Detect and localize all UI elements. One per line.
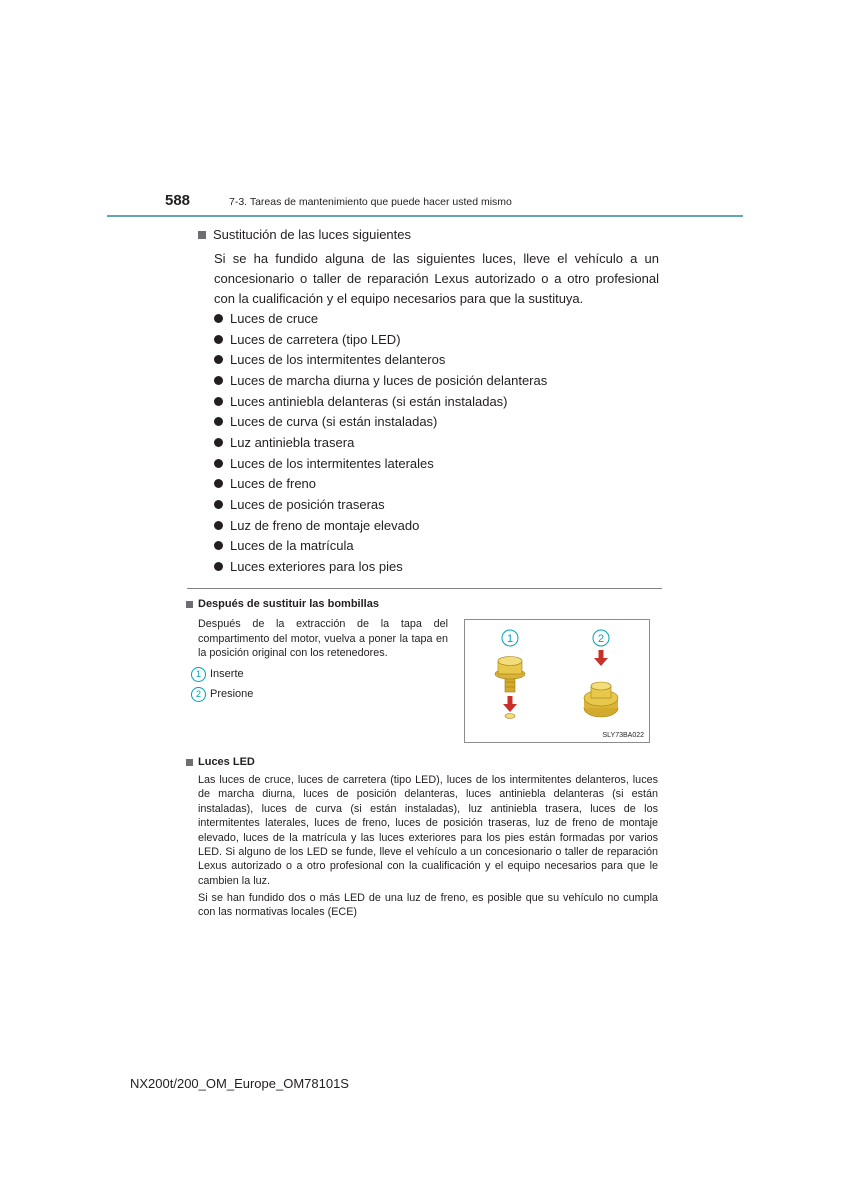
list-item: Luces de la matrícula [214,536,547,557]
bullet-icon [214,521,223,530]
square-bullet-icon [186,601,193,608]
replacement-heading-text: Sustitución de las luces siguientes [213,227,412,242]
bullet-icon [214,376,223,385]
step-press [191,684,253,704]
clip-insert-icon [495,657,525,693]
list-item: Luces antiniebla delanteras (si están instaladas) [214,391,547,412]
step-label: Presione [210,688,254,700]
bullet-icon [214,417,223,426]
led-heading [186,756,255,768]
led-paragraph-1: Las luces de cruce, luces de carretera (tipo LED), luces de los intermitentes delanteros, luces de marcha diurna, luces de posición delanteras, luces antiniebla delanteras (si están instaladas), luces de curva (si están instaladas), luz antiniebla trasera, luces de los intermitentes laterales, luces de freno, luces de posición traseras, luz de freno de montaje elevado, luces de la matrícula y las luces exteriores para los pies están formadas por varios LED. Si alguno de los LED se funde, lleve el vehículo a un concesionario o taller de reparación Lexus autorizado o a otro profesional con la cualificación y el equipo necesarios para que le cambien la luz. [198,774,658,887]
doc-code: NX200t/200_OM_Europe_OM78101S [130,1076,349,1091]
led-paragraph-2: Si se han fundido dos o más LED de una luz de freno, es posible que su vehículo no cumpla con las normativas locales (ECE) [198,892,658,919]
led-heading-text: Luces LED [198,756,255,768]
figure-badge-1-text: 1 [506,633,514,645]
step-number-badge: 1 [191,667,206,682]
after-bulbs-text: Después de la extracción de la tapa del compartimento del motor, vuelva a poner la tapa en la posición original con los retenedores. [198,618,448,659]
list-item: Luces de los intermitentes delanteros [214,349,547,370]
step-label: Inserte [210,668,244,680]
bullet-icon [214,500,223,509]
list-item: Luces de cruce [214,308,547,329]
list-item: Luces de los intermitentes laterales [214,453,547,474]
bullet-icon [214,459,223,468]
clip-pressed-icon [584,682,618,717]
after-bulbs-heading-text: Después de sustituir las bombillas [198,598,379,610]
figure-code: SLY73BA022 [602,732,644,739]
square-bullet-icon [198,231,206,239]
page-number: 588 [165,192,191,209]
list-item: Luces de marcha diurna y luces de posición delanteras [214,370,547,391]
list-item: Luces de carretera (tipo LED) [214,329,547,350]
hole-icon [505,714,515,719]
bullet-icon [214,479,223,488]
arrow-down-icon [503,696,517,712]
square-bullet-icon [186,759,193,766]
step-insert [191,664,253,684]
list-item: Luces de curva (si están instaladas) [214,411,547,432]
section-divider [187,588,662,589]
bullet-icon [214,397,223,406]
step-list [191,664,253,704]
light-list [214,308,547,577]
step-number-badge: 2 [191,687,206,702]
section-title: 7-3. Tareas de mantenimiento que puede hacer usted mismo [229,196,512,208]
bullet-icon [214,335,223,344]
list-item: Luz de freno de montaje elevado [214,515,547,536]
bullet-icon [214,562,223,571]
list-item: Luces de freno [214,474,547,495]
bullet-icon [214,541,223,550]
header-rule [107,215,743,217]
figure-badge-2-text: 2 [597,633,605,645]
retainer-figure [464,619,650,743]
list-item: Luces de posición traseras [214,494,547,515]
page-header [0,190,848,220]
list-item: Luz antiniebla trasera [214,432,547,453]
retainer-illustration [465,620,649,742]
bullet-icon [214,314,223,323]
arrow-down-icon [594,650,608,666]
after-bulbs-heading [186,598,379,610]
replacement-intro: Si se ha fundido alguna de las siguientes luces, lleve el vehículo a un concesionario o taller de reparación Lexus autorizado o a otro profesional con la cualificación y el equipo necesarios para que la sustituya. [214,251,659,306]
bullet-icon [214,355,223,364]
replacement-heading [198,227,411,242]
list-item: Luces exteriores para los pies [214,556,547,577]
bullet-icon [214,438,223,447]
